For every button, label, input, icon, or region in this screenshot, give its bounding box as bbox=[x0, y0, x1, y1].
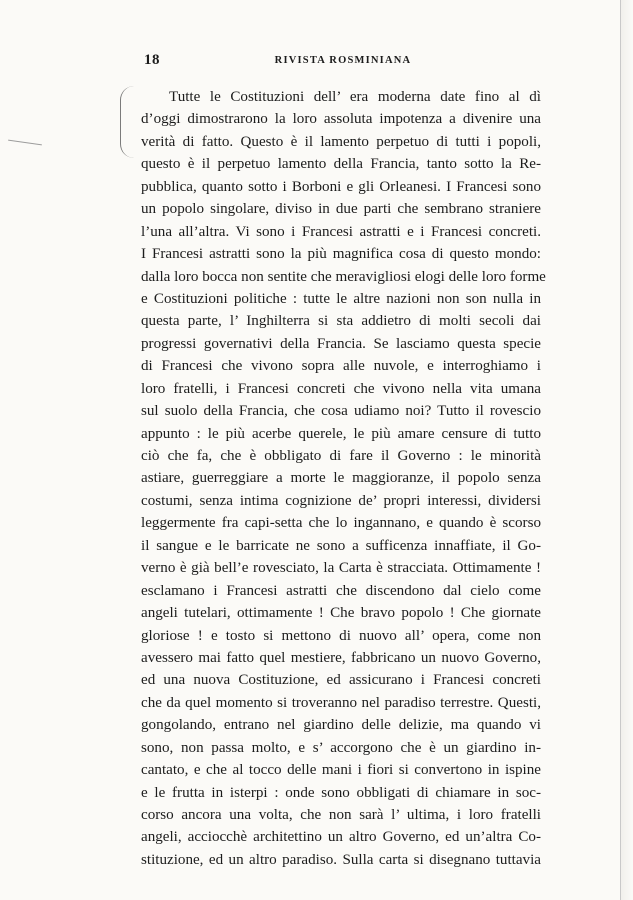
text-line: e Costituzioni politiche : tutte le altre nazioni non son nulla in bbox=[141, 290, 541, 307]
text-line: cantato, e che al tocco delle mani i fiori si convertono in ispine bbox=[141, 762, 541, 779]
page-number: 18 bbox=[144, 52, 160, 68]
text-line: verità di fatto. Questo è il lamento perpetuo di tutti i popoli, bbox=[141, 133, 541, 150]
margin-dash-mark bbox=[8, 140, 42, 146]
text-line: esclamano i Francesi astratti che discendono dal cielo come bbox=[141, 582, 541, 599]
text-line: un popolo singolare, diviso in due parti che sembrano straniere bbox=[141, 201, 541, 218]
text-line: sul suolo della Francia, che cosa udiamo noi? Tutto il rovescio bbox=[141, 403, 541, 420]
text-line: e le frutta in isterpi : onde sono obbligati di chiamare in soc- bbox=[141, 784, 541, 801]
text-line: verno è già bell’e rovesciato, la Carta è stracciata. Ottimamente ! bbox=[141, 560, 541, 577]
text-line: angeli, acciocchè architettino un altro Governo, ed un’altra Co- bbox=[141, 829, 541, 846]
journal-title: RIVISTA ROSMINIANA bbox=[274, 55, 412, 66]
text-line: progressi governativi della Francia. Se lasciamo questa specie bbox=[141, 335, 541, 352]
text-line: ciò che fa, che è obbligato di fare il Governo : le minorità bbox=[141, 448, 541, 464]
text-line: pubblica, quanto sotto i Borboni e gli Orleanesi. I Francesi sono bbox=[141, 178, 541, 195]
text-line: costumi, senza intima cognizione de’ propri interessi, dividersi bbox=[141, 492, 541, 509]
page-edge-shadow bbox=[621, 0, 633, 900]
text-line: leggermente fra capi-setta che lo ingannano, e quando è scorso bbox=[141, 515, 541, 532]
text-line: angeli tutelari, ottimamente ! Che bravo popolo ! Che giornate bbox=[141, 605, 541, 622]
text-line: dalla loro bocca non sentite che meravigliosi elogi delle loro forme bbox=[141, 268, 546, 285]
text-line: corso ancora una volta, che non sarà l’ ultima, i loro fratelli bbox=[141, 807, 541, 823]
text-line: gloriose ! e tosto si mettono di nuovo all’ opera, come non bbox=[141, 627, 541, 644]
text-line: questa parte, l’ Inghilterra si sta addietro di molti secoli dai bbox=[141, 313, 541, 330]
text-line: Tutte le Costituzioni dell’ era moderna date fino al dì bbox=[169, 89, 541, 105]
page-edge bbox=[620, 0, 621, 900]
text-line: appunto : le più acerbe querele, le più amare censure di tutto bbox=[141, 425, 541, 442]
text-line: questo è il perpetuo lamento della Francia, tanto sotto la Re- bbox=[141, 156, 541, 173]
text-line: il sangue e le barricate ne sono a sufficenza innaffiate, il Go- bbox=[141, 537, 541, 554]
text-line: ed una nuova Costituzione, ed assicurano i Francesi concreti bbox=[141, 672, 541, 689]
text-line: I Francesi astratti sono la più magnifica cosa di questo mondo: bbox=[141, 246, 541, 263]
text-line: l’una all’altra. Vi sono i Francesi astratti e i Francesi concreti. bbox=[141, 223, 541, 240]
text-line: d’oggi dimostrarono la loro assoluta impotenza a divenire una bbox=[141, 111, 541, 128]
text-line: gongolando, entrano nel giardino delle delizie, ma quando vi bbox=[141, 717, 541, 734]
text-line: astiare, guerreggiare a morte le maggioranze, il popolo senza bbox=[141, 470, 541, 487]
text-line: loro fratelli, i Francesi concreti che vivono nella vita umana bbox=[141, 380, 541, 397]
body-text bbox=[141, 86, 546, 871]
margin-bracket-mark bbox=[120, 86, 137, 158]
text-line: avessero mai fatto quel mestiere, fabbricano un nuovo Governo, bbox=[141, 649, 541, 666]
text-line: stituzione, ed un altro paradiso. Sulla carta si disegnano tuttavia bbox=[141, 851, 541, 868]
running-head bbox=[144, 52, 542, 72]
text-line: di Francesi che vivono sopra alle nuvole, e interroghiamo i bbox=[141, 358, 541, 375]
text-line: sono, non passa molto, e s’ accorgono che è un giardino in- bbox=[141, 739, 541, 756]
text-line: che da quel momento si troveranno nel paradiso terrestre. Questi, bbox=[141, 694, 541, 711]
